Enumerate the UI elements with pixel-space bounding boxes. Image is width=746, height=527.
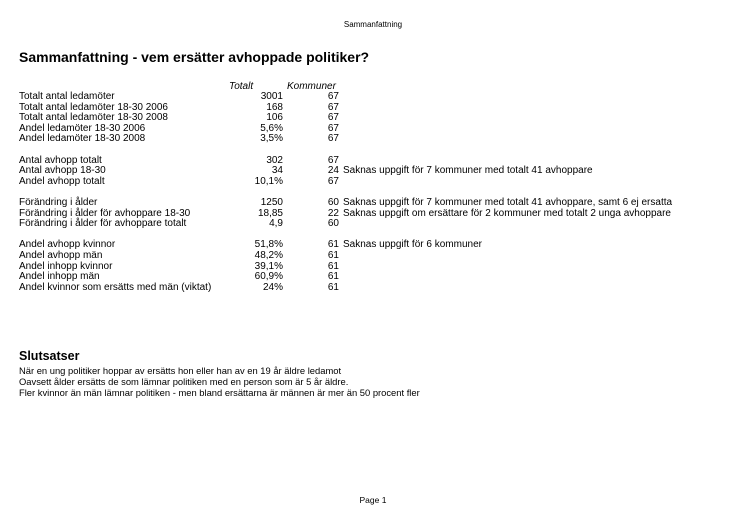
row-totalt: 60,9%: [254, 271, 283, 283]
table-row: [19, 177, 739, 188]
row-kommuner: 67: [327, 112, 339, 124]
page-header: Sammanfattning: [343, 20, 403, 29]
row-label: Förändring i ålder för avhoppare 18-30: [19, 207, 191, 219]
conclusions-title: Slutsatser: [19, 349, 80, 363]
row-totalt: 168: [266, 101, 283, 113]
row-kommuner: 60: [327, 218, 339, 230]
row-label: Andel ledamöter 18-30 2006: [19, 122, 146, 134]
row-totalt: 302: [266, 154, 283, 166]
row-label: Förändring i ålder: [19, 196, 98, 208]
conclusion-line: Oavsett ålder ersätts de som lämnar politiken med en person som är 5 år äldre.: [19, 376, 349, 387]
row-note: Saknas uppgift om ersättare för 2 kommuner med totalt 2 unga avhoppare: [343, 207, 671, 219]
row-kommuner: 24: [327, 165, 339, 177]
row-label: Totalt antal ledamöter 18-30 2008: [19, 112, 168, 124]
row-kommuner: 67: [327, 101, 339, 113]
row-totalt: 106: [266, 112, 283, 124]
conclusion-line: Fler kvinnor än män lämnar politiken - men bland ersättarna är männen är mer än 50 procent fler: [19, 387, 420, 398]
table-row: [19, 262, 739, 273]
column-header-totalt: Totalt: [229, 81, 254, 92]
summary-table: [19, 92, 739, 293]
row-label: Andel avhopp totalt: [19, 175, 105, 187]
row-totalt: 24%: [262, 281, 283, 293]
row-totalt: 18,85: [257, 207, 283, 219]
row-note: Saknas uppgift för 7 kommuner med totalt 41 avhoppare: [343, 165, 593, 177]
row-totalt: 51,8%: [254, 239, 283, 251]
row-totalt: 48,2%: [254, 249, 283, 261]
row-kommuner: 61: [327, 271, 339, 283]
table-row: [19, 219, 739, 230]
row-kommuner: 61: [327, 249, 339, 261]
row-note: Saknas uppgift för 6 kommuner: [343, 239, 482, 251]
row-label: Andel avhopp män: [19, 249, 103, 261]
table-row: [19, 166, 739, 177]
row-totalt: 34: [271, 165, 283, 177]
row-label: Andel inhopp kvinnor: [19, 260, 113, 272]
row-label: Totalt antal ledamöter: [19, 91, 115, 102]
row-totalt: 5,6%: [260, 122, 283, 134]
row-kommuner: 61: [327, 281, 339, 293]
row-kommuner: 67: [327, 122, 339, 134]
row-totalt: 3,5%: [260, 133, 283, 145]
table-row: [19, 92, 739, 103]
table-row: [19, 240, 739, 251]
table-row: [19, 283, 739, 294]
row-label: Totalt antal ledamöter 18-30 2006: [19, 101, 168, 113]
row-totalt: 39,1%: [254, 260, 283, 272]
row-label: Förändring i ålder för avhoppare totalt: [19, 218, 187, 230]
conclusion-line: När en ung politiker hoppar av ersätts hon eller han av en 19 år äldre ledamot: [19, 365, 342, 376]
row-kommuner: 67: [327, 154, 339, 166]
conclusions-list: [19, 365, 420, 398]
row-kommuner: 61: [327, 239, 339, 251]
row-totalt: 1250: [260, 196, 283, 208]
table-row: [19, 251, 739, 262]
row-totalt: 3001: [260, 91, 283, 102]
row-note: Saknas uppgift för 7 kommuner med totalt 41 avhoppare, samt 6 ej ersatta: [343, 196, 673, 208]
row-label: Antal avhopp 18-30: [19, 165, 106, 177]
page-footer: Page 1: [359, 495, 387, 505]
table-row: [19, 134, 739, 145]
row-label: Antal avhopp totalt: [19, 154, 102, 166]
row-kommuner: 67: [327, 91, 339, 102]
row-label: Andel inhopp män: [19, 271, 100, 283]
row-kommuner: 22: [327, 207, 339, 219]
row-totalt: 4,9: [269, 218, 283, 230]
row-label: Andel avhopp kvinnor: [19, 239, 116, 251]
row-kommuner: 61: [327, 260, 339, 272]
row-kommuner: 60: [327, 196, 339, 208]
page-title: Sammanfattning - vem ersätter avhoppade politiker?: [19, 49, 370, 65]
row-totalt: 10,1%: [254, 175, 283, 187]
row-kommuner: 67: [327, 175, 339, 187]
column-header-kommuner: Kommuner: [287, 81, 336, 92]
row-kommuner: 67: [327, 133, 339, 145]
row-label: Andel ledamöter 18-30 2008: [19, 133, 146, 145]
table-row: [19, 198, 739, 209]
row-label: Andel kvinnor som ersätts med män (viktat): [19, 281, 212, 293]
